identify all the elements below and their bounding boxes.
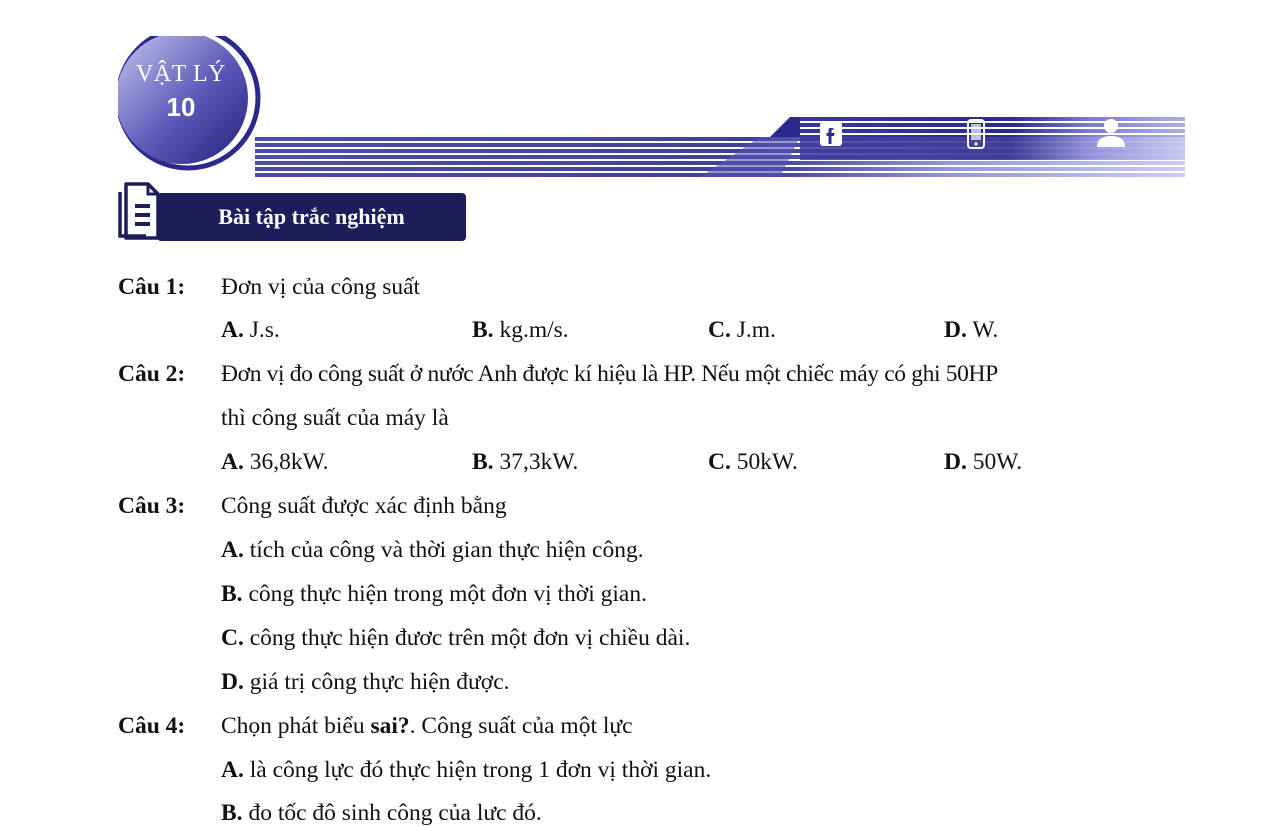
option: A. là công lực đó thực hiện trong 1 đơn vị thời gian. <box>221 757 712 783</box>
question-number: Câu 3: <box>118 493 186 519</box>
question-text: Đơn vị của công suất <box>221 274 421 300</box>
question-text: Công suất được xác định bằng <box>221 493 507 519</box>
section-title: Bài tập trắc nghiệm <box>157 193 466 241</box>
option: C. 50kW. <box>708 449 798 475</box>
user-icon[interactable] <box>1094 116 1128 150</box>
question-text: thì công suất của máy là <box>221 405 449 431</box>
option: C. công thực hiện đươc trên một đơn vị chiều dài. <box>221 625 691 651</box>
option: B. 37,3kW. <box>472 449 579 475</box>
question-number: Câu 2: <box>118 361 186 387</box>
option: D. W. <box>944 317 999 343</box>
option: B. đo tốc đô sinh công của lưc đó. <box>221 800 542 826</box>
option: B. công thực hiện trong một đơn vị thời gian. <box>221 581 647 607</box>
option: D. giá trị công thực hiện được. <box>221 669 510 695</box>
header-stripes <box>215 117 1185 177</box>
option: A. tích của công và thời gian thực hiện công. <box>221 537 644 563</box>
grade-label: 10 <box>166 92 196 122</box>
grade-badge-text <box>128 62 234 120</box>
option: C. J.m. <box>708 317 776 343</box>
option: A. J.s. <box>221 317 280 343</box>
option: B. kg.m/s. <box>472 317 569 343</box>
question-number: Câu 4: <box>118 713 186 739</box>
question-number: Câu 1: <box>118 274 186 300</box>
question-text: Chọn phát biểu sai?. Công suất của một lực <box>221 713 633 739</box>
phone-icon[interactable] <box>965 118 989 152</box>
subject-label: VẬT LÝ <box>136 61 226 87</box>
facebook-icon[interactable] <box>818 120 846 148</box>
option: D. 50W. <box>944 449 1023 475</box>
question-text: Đơn vị đo công suất ở nước Anh được kí hiệu là HP. Nếu một chiếc máy có ghi 50HP <box>221 361 998 387</box>
option: A. 36,8kW. <box>221 449 329 475</box>
